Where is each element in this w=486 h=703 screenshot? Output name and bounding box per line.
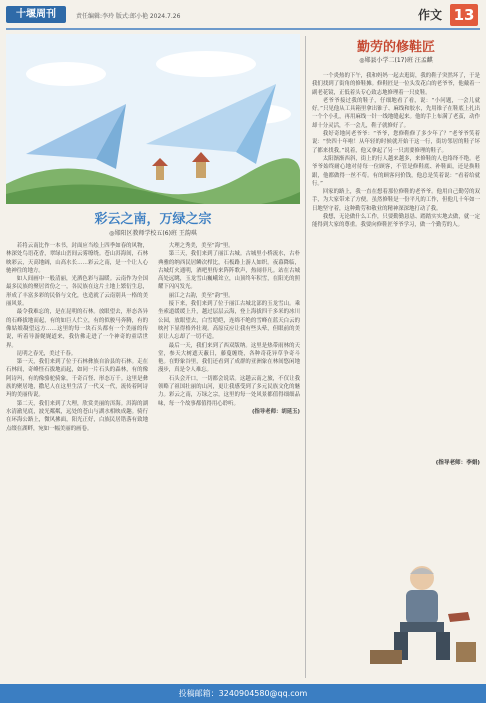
- left-article-body: [6, 242, 300, 674]
- paragraph: 第三天，我们来到了丽江古城。古城里小桥流水，古朴典雅的纳西民居鳞次栉比，石板路上游人如织。夜幕降临，古城灯火通明，酒吧里传来阵阵歌声，热闹非凡。站在古城高处远眺，玉龙雪山巍峨耸立，山顶终年积雪，在阳光的照耀下闪闪发光。: [158, 251, 300, 291]
- paragraph: 丽江之古韵，美至“韵”里。: [168, 292, 234, 299]
- paragraph: 太阳渐渐西斜，街上的行人越来越多，来修鞋的人也络绎不绝。老爷爷始终耐心地对待每一位顾客，不管是修鞋底、补鞋面，还是换鞋跟，他都做得一丝不苟。有的顾客问价钱，他总是笑着说：“看着给就行。”: [312, 155, 480, 187]
- right-article-title: 勤劳的修鞋匠: [356, 40, 435, 55]
- left-article-byline: ◎郧阳区教师学校五(6)班 王韵琪: [109, 230, 197, 237]
- left-article-title: 彩云之南，万绿之宗: [94, 212, 212, 227]
- paragraph: 一个炎热的下午，我和妈妈一起去逛街，我的鞋子突然坏了，于是我们找到了街角的修鞋摊。修鞋匠是一位头发花白的老爷爷，他戴着一副老花镜，正低着头专心致志地修理着一只皮鞋。: [312, 73, 480, 96]
- paragraph: 老爷爷接过我的鞋子，仔细地看了看，说：“小问题，一会儿就好。”只见他从工具箱里拿出锥子、麻线和胶水，先用锥子在鞋底上扎出一个个小孔，再用麻线一针一线地缝起来。他的手上布满了老茧，动作却十分灵活，不一会儿，鞋子就修好了。: [312, 97, 480, 129]
- page-header: [0, 0, 486, 28]
- paragraph: 第二天，我们来到了大理，欣赏美丽的洱海。洱海的湖水清澈见底，波光粼粼，远处的苍山与湖水相映成趣。骑行在环海公路上，微风拂面，阳光正好，白族民居错落有致地点缀在湖畔，宛如一幅美丽的画卷。: [6, 400, 148, 432]
- paragraph: 最后一天，我们来到了西双版纳。这里是热带雨林的天堂，参天大树遮天蔽日，藤蔓缠绕，各种奇花异草争奇斗艳。在野象谷里，我们还看到了成群的亚洲象在林间悠闲地漫步，真是令人难忘。: [158, 342, 300, 374]
- right-teacher-credit: (指导老师：李娟): [435, 460, 480, 466]
- paragraph: 我好奇地问老爷爷：“爷爷，您修鞋修了多少年了？”老爷爷笑着说：“快四十年啦！从年轻的时候就开始干这一行，街坊邻居的鞋子坏了都来找我。”说着，他又拿起了另一只需要修理的鞋子。: [312, 131, 480, 154]
- section-title: 作文: [417, 8, 442, 22]
- editor-meta: 责任编辑:李玲 版式:郎小艳 2024.7.26: [76, 13, 181, 20]
- paragraph: 最令我难忘的，是在昆明的石林。放眼望去，形态各异的石峰拔地而起，有的如巨人伫立，有的似骏马奔腾，有的像姑娘凝望远方……这里的每一块石头都有一个美丽的传说，听着导游娓娓道来，我仿佛走进了一个神奇的童话世界。: [6, 309, 148, 349]
- paragraph: 如人间画中一般清丽，光洒色彩与温暖。云南作为全国最多民族的聚居省份之一，各民族在这片土地上繁衍生息，形成了丰富多彩的民俗与文化，也造就了云南别具一格的美丽风景。: [6, 276, 148, 308]
- page-footer: [0, 684, 486, 703]
- header-rule: [6, 28, 480, 30]
- newspaper-logo: 十堰周刊: [6, 6, 66, 23]
- paragraph: 昆明之春光，美过千春。: [16, 350, 77, 357]
- paragraph: 若将云南比作一本书，封面应当绘上四季如春的风物，林深处鸟语花香，翠绿山峦间云雾缭绕。苍山洱海间，石林映彩云，天高地阔，山高水长……彩云之南，是一个让人心驰神往的地方。: [6, 243, 148, 274]
- submission-email: 投稿邮箱：3240904580@qq.com: [178, 689, 308, 698]
- paragraph: 第一天，我们来到了位于石林彝族自治县的石林。走在石林间，奇峰怪石拔地而起，如同一片石头的森林，有的像阿诗玛，有的像骆驼骑象，千奇百怪、形态万千。这里是彝族的聚居地，撒尼人在这里生活了一代又一代，流传着阿诗玛的美丽传说。: [6, 359, 148, 399]
- right-article-byline: ◎郧县小学二(17)班 汪孟麒: [359, 57, 433, 64]
- paragraph: 大理之秀美，美至“海”里。: [168, 243, 234, 249]
- paragraph: 石头会开口，一切都会说话。这趟云南之旅，不仅让我领略了祖国壮丽的山河，更让我感受到了多元民族文化的魅力。彩云之南，万绿之宗，这里的每一处风景都值得细细品味，每一个故事都值得用心聆听。: [158, 375, 300, 407]
- cobbler-illustration: [360, 554, 480, 672]
- paper-plane-illustration: [6, 34, 300, 204]
- left-teacher-credit: (指导老师：胡延玉): [251, 408, 300, 415]
- paragraph: 我想，无论做什么工作，只要勤勤恳恳、踏踏实实地去做，就一定能得到大家的尊重。我要向修鞋匠爷爷学习，做一个勤劳的人。: [312, 214, 480, 229]
- paragraph: 回家的路上，我一直在想着那位修鞋的老爷爷。他用自己勤劳的双手，为大家带来了方便。虽然修鞋是一份平凡的工作，但他几十年如一日地坚守着，这种勤劳和敬业的精神深深地打动了我。: [312, 189, 480, 212]
- paragraph: 接下来，我们来到了位于丽江古城北部的玉龙雪山。乘坐索道缓缓上升，越过层层云海，登上海拔四千多米的冰川公园，放眼望去，白雪皑皑，连绵不绝的雪峰在蓝天白云的映衬下显得格外壮观。高原反应让我有些头晕，但眼前的美景让人忘却了一切不适。: [158, 301, 300, 341]
- right-article-body: [312, 72, 480, 550]
- column-divider: [305, 36, 306, 678]
- page-number-badge: 13: [450, 4, 478, 26]
